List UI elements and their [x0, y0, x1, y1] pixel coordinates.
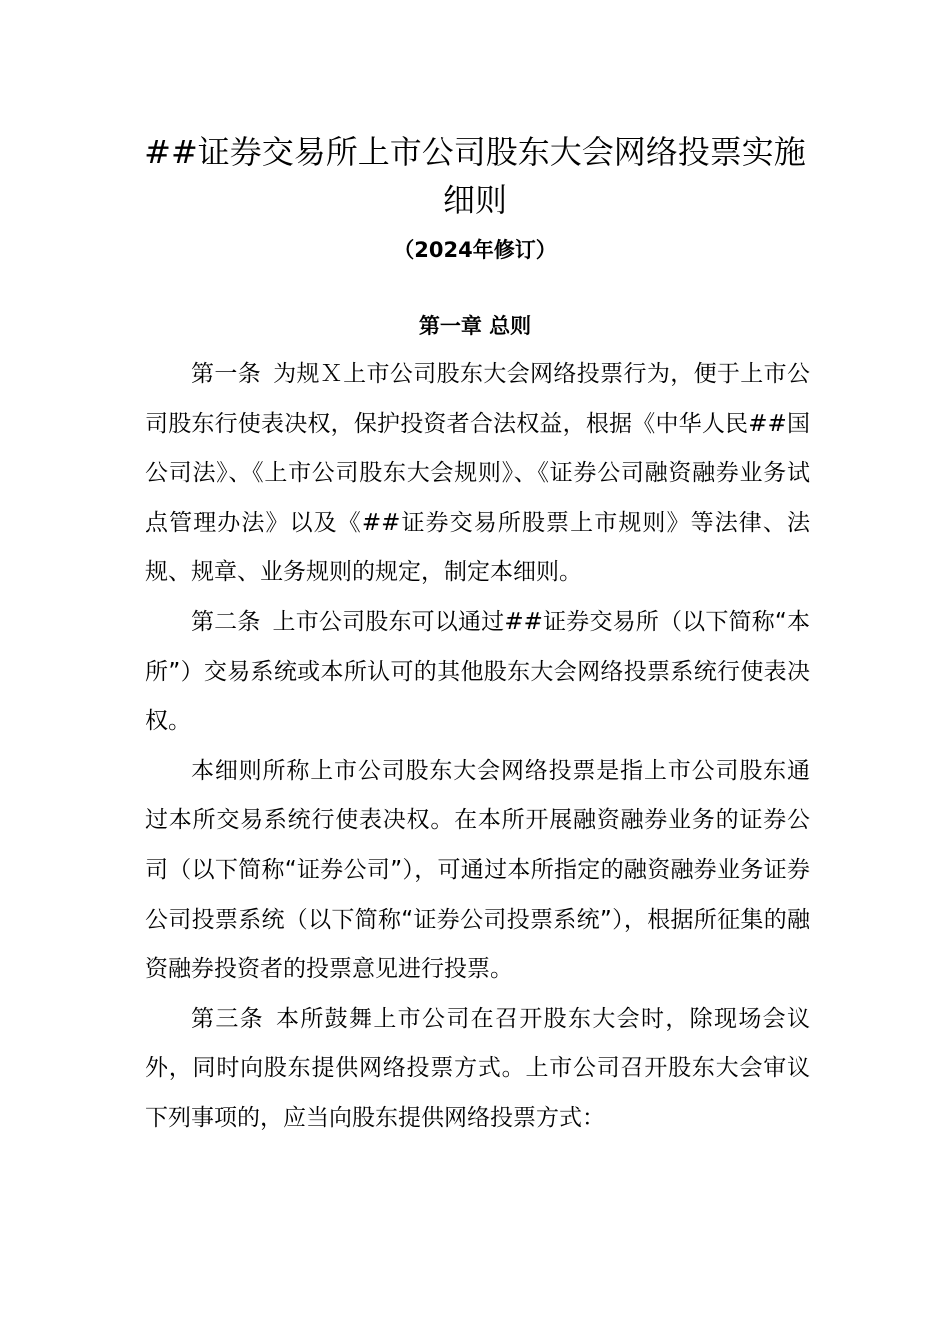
article-text: 上市公司股东可以通过##证券交易所（以下简称“本所”）交易系统或本所认可的其他股东大会网络投票系统行使表决权。	[145, 608, 810, 735]
article-3-paragraph	[145, 995, 810, 1144]
document-subtitle: （2024年修订）	[393, 238, 557, 262]
chapter-heading: 第一章 总则	[418, 314, 532, 338]
document-body	[145, 350, 810, 1144]
article-1-paragraph	[145, 350, 810, 598]
article-text: 本所鼓舞上市公司在召开股东大会时，除现场会议外，同时向股东提供网络投票方式。上市公司召开股东大会审议下列事项的，应当向股东提供网络投票方式：	[145, 1005, 810, 1131]
article-2-continuation-paragraph	[145, 747, 810, 995]
article-text: 本细则所称上市公司股东大会网络投票是指上市公司股东通过本所交易系统行使表决权。在本所开展融资融券业务的证券公司（以下简称“证券公司”），可通过本所指定的融资融券业务证券公司投票系统（以下简称“证券公司投票系统”），根据所征集的融资融券投资者的投票意见进行投票。	[145, 757, 810, 983]
document-title: ##证券交易所上市公司股东大会网络投票实施细则	[144, 133, 806, 219]
article-2-paragraph	[145, 598, 810, 747]
article-label: 第一条	[191, 361, 262, 387]
article-text: 为规Ｘ上市公司股东大会网络投票行为，便于上市公司股东行使表决权，保护投资者合法权益，根据《中华人民##国公司法》、《上市公司股东大会规则》、《证券公司融资融券业务试点管理办法》以及《##证券交易所股票上市规则》等法律、法规、规章、业务规则的规定，制定本细则。	[145, 361, 811, 586]
article-label: 第二条	[191, 608, 261, 635]
article-label: 第三条	[191, 1005, 264, 1032]
